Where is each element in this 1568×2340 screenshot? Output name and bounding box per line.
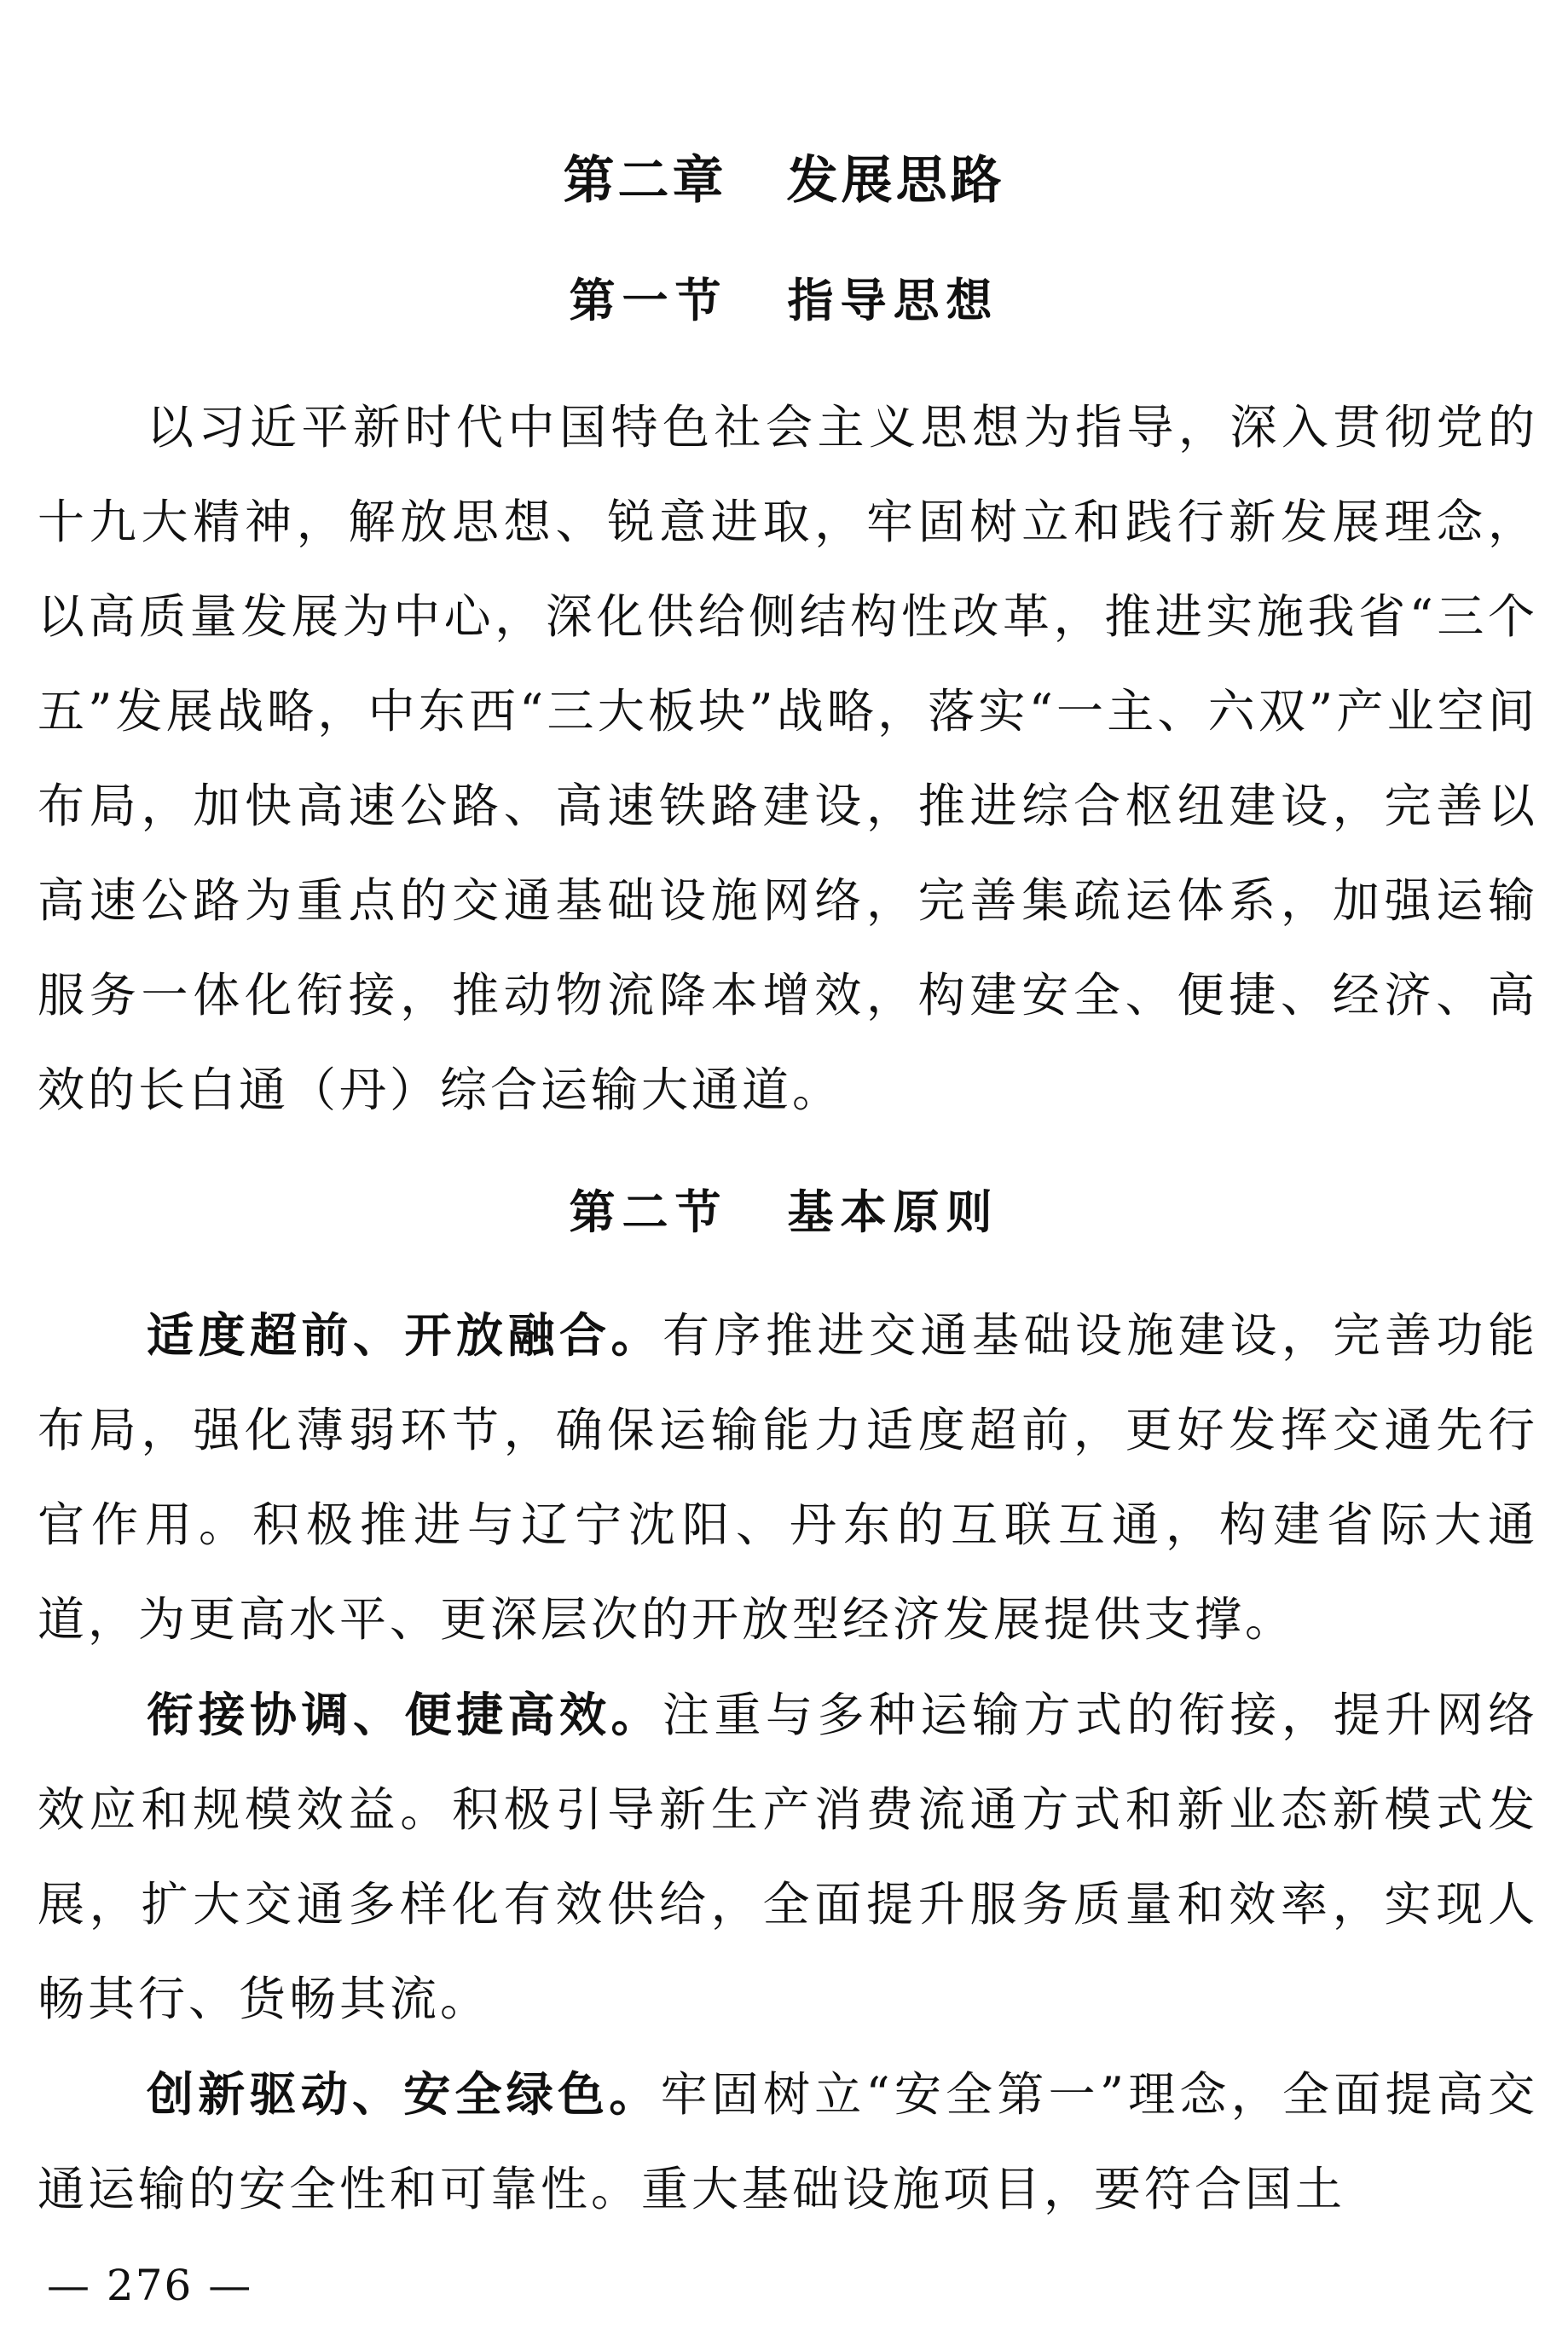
paragraph-lead: 适度超前、开放融合。 xyxy=(147,1307,662,1363)
chapter-title: 发展思路 xyxy=(786,151,1005,211)
paragraph-text: 以习近平新时代中国特色社会主义思想为指导，深入贯彻党的十九大精神，解放思想、锐意进取，牢固树立和践行新发展理念，以高质量发展为中心，深化供给侧结构性改革，推进实施我省“三个五”发展战略，中东西“三大板块”战略，落实“一主、六双”产业空间布局，加快高速公路、高速铁路建设，推进综合枢纽建设，完善以高速公路为重点的交通基础设施网络，完善集疏运体系，加强运输服务一体化衔接，推动物流降本增效，构建安全、便捷、经济、高效的长白通（丹）综合运输大通道。 xyxy=(38,400,1538,1117)
paragraph xyxy=(38,379,1538,1138)
paragraph-lead: 衔接协调、便捷高效。 xyxy=(147,1687,662,1742)
section-title: 指导思想 xyxy=(787,273,999,327)
paragraph-lead: 创新驱动、安全绿色。 xyxy=(147,2066,661,2122)
paragraph-text: 有序推进交通基础设施建设，完善功能布局，强化薄弱环节，确保运输能力适度超前，更好发挥交通先行官作用。积极推进与辽宁沈阳、丹东的互联互通，构建省际大通道，为更高水平、更深层次的开放型经济发展提供支撑。 xyxy=(38,1308,1538,1647)
section-1-body xyxy=(38,379,1538,1138)
paragraph xyxy=(38,1288,1538,1667)
chapter-heading xyxy=(0,141,1568,222)
section-heading-1 xyxy=(0,260,1568,341)
paragraph-text: 牢固树立“安全第一”理念，全面提高交通运输的安全性和可靠性。重大基础设施项目，要符合国土 xyxy=(38,2067,1538,2216)
paragraph-text: 注重与多种运输方式的衔接，提升网络效应和规模效益。积极引导新生产消费流通方式和新业态新模式发展，扩大交通多样化有效供给，全面提升服务质量和效率，实现人畅其行、货畅其流。 xyxy=(38,1688,1538,2026)
paragraph xyxy=(38,2047,1538,2237)
section-title: 基本原则 xyxy=(787,1184,999,1239)
section-2-body xyxy=(38,1288,1538,2237)
paragraph xyxy=(38,1667,1538,2047)
section-number: 第二节 xyxy=(569,1184,728,1239)
section-heading-2 xyxy=(0,1172,1568,1253)
section-number: 第一节 xyxy=(569,273,728,327)
page-number: — 276 — xyxy=(47,2261,253,2310)
chapter-number: 第二章 xyxy=(563,151,727,211)
